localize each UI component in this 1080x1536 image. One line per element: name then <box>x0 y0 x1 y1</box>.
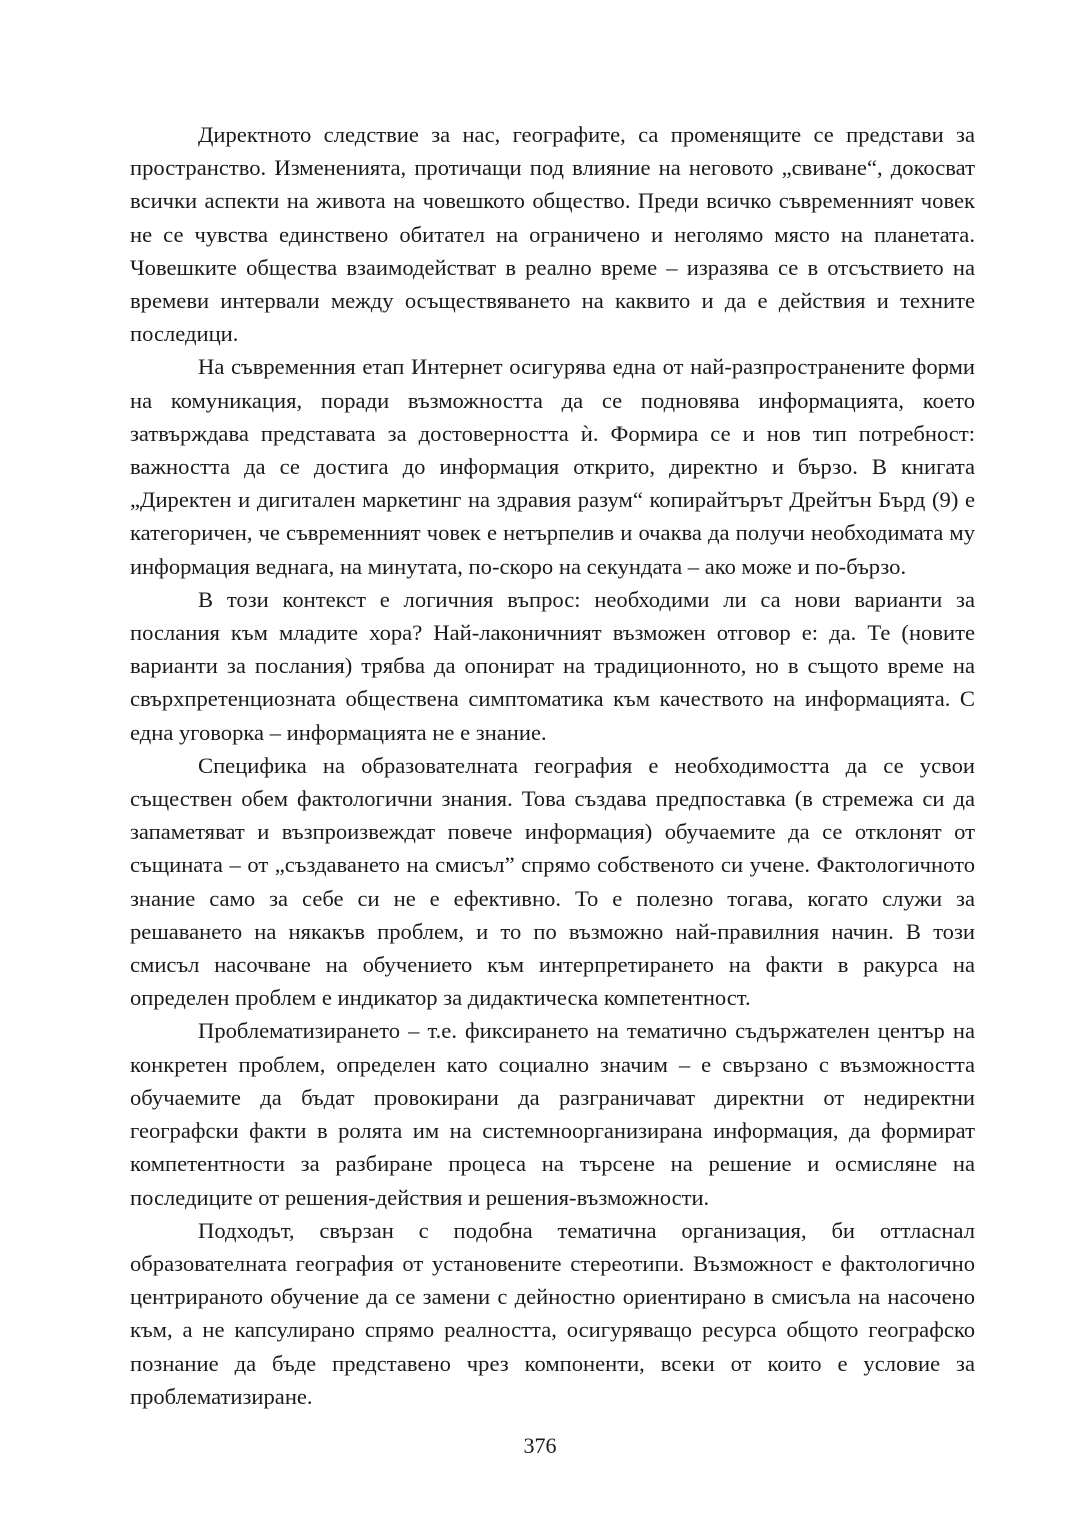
paragraph: Директното следствие за нас, географите, са променящите се представи за пространство. Измененията, протичащи под влияние на неговото „свиване“, докосват всички аспекти на живота на човешкото общество. Преди всичко съвременният човек не се чувства единствено обитател на ограничено и неголямо място на планетата. Човешките общества взаимодействат в реално време – изразява се в отсъствието на времеви интервали между осъществяването на каквито и да е действия и техните последици. <box>130 122 975 347</box>
paragraph: Специфика на образователната география е необходимостта да се усвои съществен обем фактологични знания. Това създава предпоставка (в стремежа си да запаметяват и възпроизвеждат повече информация) обучаемите да се отклонят от същината – от „създаването на смисъл” спрямо собственото си учене. Фактологичното знание само за себе си не е ефективно. То е полезно тогава, когато служи за решаването на някакъв проблем, и то по възможно най-правилния начин. В този смисъл насочване на обучението към интерпретирането на факти в ракурса на определен проблем е индикатор за дидактическа компетентност. <box>130 752 975 1011</box>
paragraph: Проблематизирането – т.е. фиксирането на тематично съдържателен център на конкретен проблем, определен като социално значим – е свързано с възможността обучаемите да бъдат провокирани да разграничават директни от недиректни географски факти в ролята им на системноорганизирана информация, да формират компетентности за разбиране процеса на търсене на решение и осмисляне на последиците от решения-действия и решения-възможности. <box>130 1018 975 1210</box>
paragraph: На съвременния етап Интернет осигурява една от най-разпространените форми на комуникация, поради възможността да се подновява информацията, което затвърждава представата за достоверността ѝ. Формира се и нов тип потребност: важността да се достига до информация открито, директно и бързо. В книгата „Директен и дигитален маркетинг на здравия разум“ копирайтърът Дрейтън Бърд (9) е категоричен, че съвременният човек е нетърпелив и очаква да получи необходимата му информация веднага, на минутата, по-скоро на секундата – ако може и по-бързо. <box>130 354 975 579</box>
page-number: 376 <box>523 1433 557 1458</box>
paragraph: Подходът, свързан с подобна тематична организация, би оттласнал образователната география от установените стереотипи. Възможност е фактологично центрираното обучение да се замени с дейностно ориентирано в смисъла на насочено към, а не капсулирано спрямо реалността, осигуряващо ресурса общото географско познание да бъде представено чрез компоненти, всеки от които е условие за проблематизиране. <box>130 1217 975 1409</box>
paragraph: В този контекст е логичния въпрос: необходими ли са нови варианти за послания към младите хора? Най-лаконичният възможен отговор е: да. Те (новите варианти за послания) трябва да опонират на традиционното, но в същото време на свърхпретенциозната обществена симптоматика към качеството на информацията. С една уговорка – информацията не е знание. <box>130 586 975 745</box>
body-text <box>130 118 975 1413</box>
